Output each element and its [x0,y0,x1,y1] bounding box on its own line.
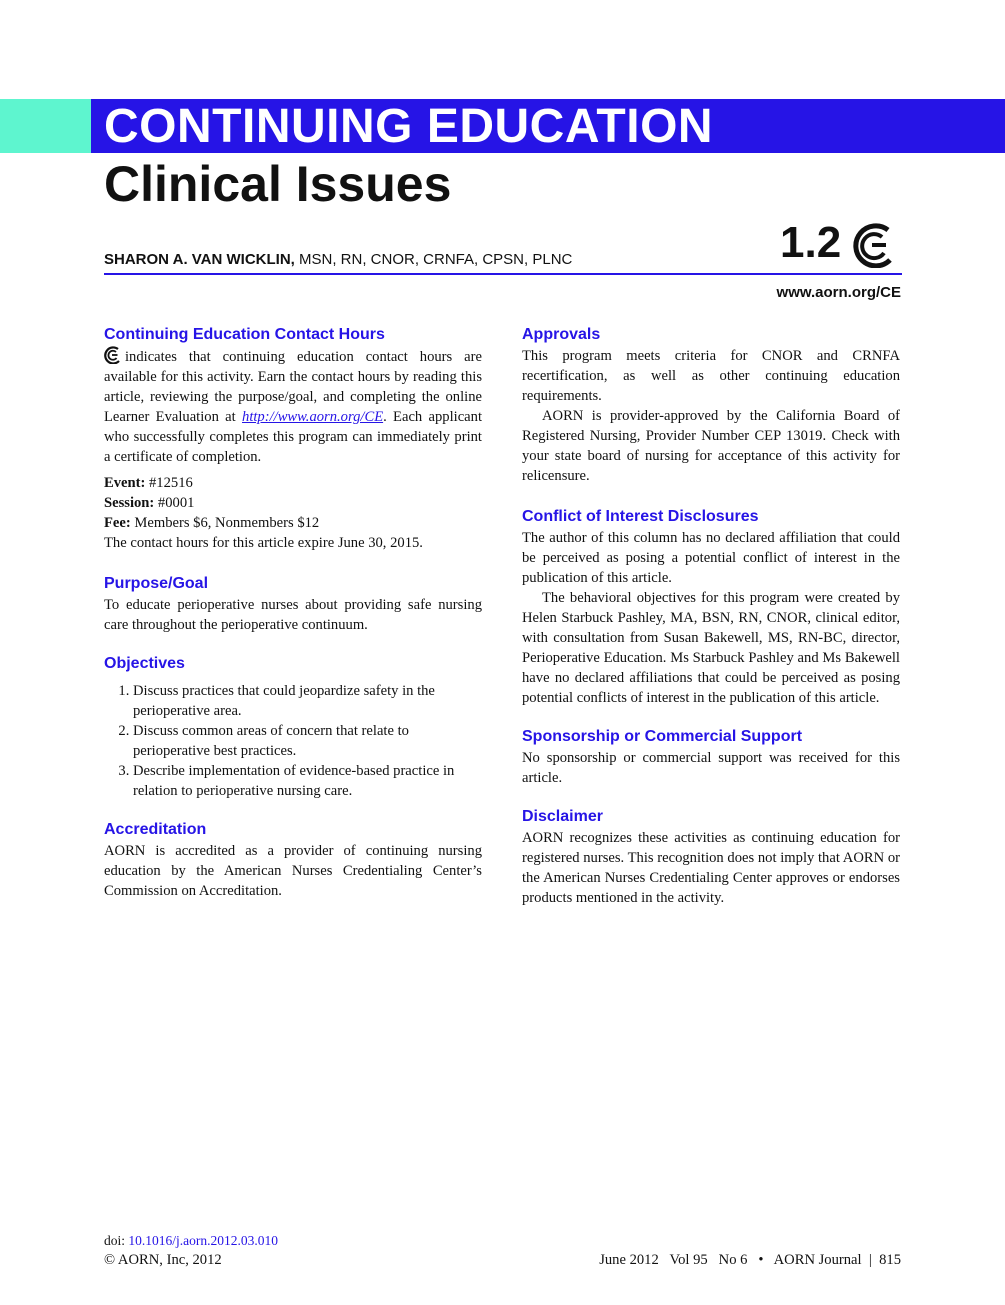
section-sponsorship: Sponsorship or Commercial Support No sponsorship or commercial support was received for this article. [522,728,900,786]
section-heading: Conflict of Interest Disclosures [522,508,759,525]
section-conflict: Conflict of Interest Disclosures The author of this column has no declared affiliation that could be perceived as posing a potential conflict of interest in the publication of this article. The behavioral objectives for this program were created by Helen Starbuck Pashley, MA, BSN, RN, CNOR, clinical editor, with consultation from Susan Bakewell, MS, RN-BC, director, Perioperative Education. Ms Starbuck Pashley and Ms Bakewell have no declared affiliations that could be perceived as posing potential conflicts of interest in the publication of this article. [522,508,900,706]
section-contact-hours [104,324,482,553]
website-link[interactable]: www.aorn.org/CE [776,284,901,301]
section-heading: Continuing Education Contact Hours [104,326,385,343]
author-line [104,251,572,268]
banner-accent [0,99,91,153]
header-rule [104,273,902,275]
expiry-text: The contact hours for this article expire June 30, 2015. [104,535,423,551]
section-heading: Objectives [104,655,185,672]
right-column [522,324,900,926]
author-credentials: MSN, RN, CNOR, CRNFA, CPSN, PLNC [294,251,573,268]
objectives-list [104,681,482,801]
issue-info: June 2012 Vol 95 No 6 • AORN Journal | 815 [599,1252,901,1268]
section-accreditation: Accreditation AORN is accredited as a provider of continuing nursing education by the American Nurses Credentialing Center’s Commission on Accreditation. [104,821,482,899]
list-item: 2. Discuss common areas of concern that relate to perioperative best practices. [133,721,482,761]
section-heading: Disclaimer [522,808,603,825]
contact-hours-text: indicates that continuing education contact hours are available for this activity. Earn the contact hours by reading this article, reviewing the purpose/goal, and completing the online Learner Evaluation at http://www.aorn.org/CE. Each applicant who successfully completes this program can immediately print a certificate of completion. [104,346,482,467]
author-name: SHARON A. VAN WICKLIN, [104,251,295,268]
page-title: Clinical Issues [104,156,452,212]
copyright: © AORN, Inc, 2012 [104,1252,222,1268]
section-heading: Accreditation [104,821,207,838]
section-objectives [104,653,482,801]
doi-link[interactable]: 10.1016/j.aorn.2012.03.010 [128,1233,279,1248]
event-details: Event: #12516 Session: #0001 Fee: Members $6, Nonmembers $12 The contact hours for this article expire June 30, 2015. [104,473,482,553]
section-heading: Approvals [522,326,601,343]
section-approvals: Approvals This program meets criteria for CNOR and CRNFA recertification, as well as other continuing education requirements. AORN is provider-approved by the California Board of Registered Nursing, Provider Number CEP 13019. Check with your state board of nursing for acceptance of this activity for relicensure. [522,326,900,484]
section-purpose: Purpose/Goal To educate perioperative nurses about providing safe nursing care throughout the perioperative continuum. [104,575,482,633]
list-item: 3. Describe implementation of evidence-based practice in relation to perioperative nursing care. [133,761,482,801]
learner-evaluation-link[interactable]: http://www.aorn.org/CE [242,409,384,425]
section-heading: Purpose/Goal [104,575,209,592]
left-column [104,324,482,919]
section-disclaimer: Disclaimer AORN recognizes these activities as continuing education for registered nurses. This recognition does not imply that AORN or the American Nurses Credentialing Center approves or endorses products mentioned in the activity. [522,808,900,906]
banner-title: CONTINUING EDUCATION [104,100,714,153]
ce-logo-icon [104,346,123,364]
section-heading: Sponsorship or Commercial Support [522,728,803,745]
doi: doi: 10.1016/j.aorn.2012.03.010 [104,1233,279,1248]
list-item: 1. Discuss practices that could jeopardize safety in the perioperative area. [133,681,482,721]
contact-hours-credit: 1.2 [780,218,842,267]
ce-logo-icon [850,222,902,268]
